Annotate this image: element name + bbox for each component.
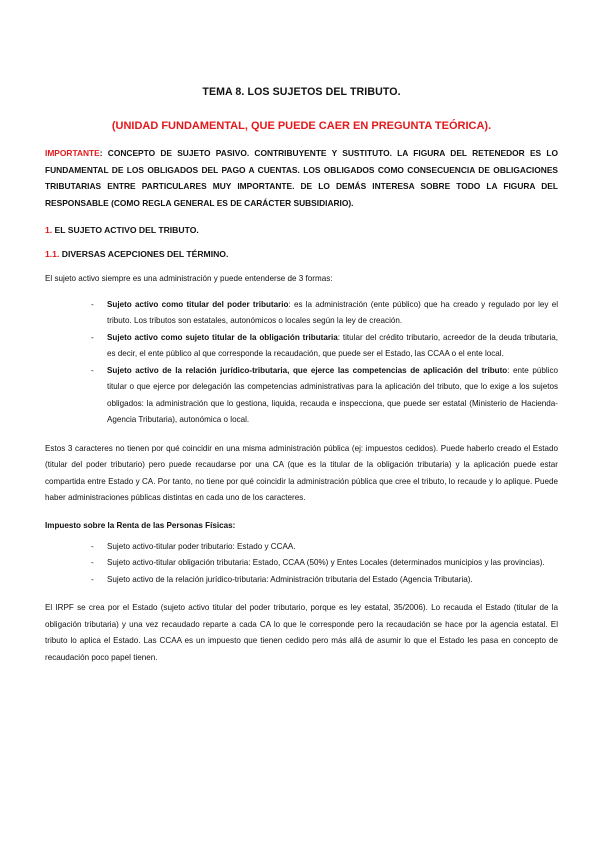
irpf-list <box>45 539 558 589</box>
item-text: : es la administración (ente público) que ha creado y regulado por ley el tributo. Los tributos son estatales, autonómicos o locales según la ley de creación. <box>107 299 558 325</box>
section-title: EL SUJETO ACTIVO DEL TRIBUTO. <box>52 225 199 235</box>
list-item <box>107 297 558 330</box>
subsection-number: 1.1. <box>45 249 60 259</box>
section-heading-1 <box>45 225 558 235</box>
page-title: TEMA 8. LOS SUJETOS DEL TRIBUTO. <box>202 86 401 98</box>
paragraph-characters: Estos 3 caracteres no tienen por qué coincidir en una misma administración pública (ej: impuestos cedidos). Puede haberlo creado el Estado (titular del poder tributario) pero puede recaudarse por una CA (que es la titular de la obligación tributaria) y la aplicación puede estar compartida entre Estado y CA. Por tanto, no tiene por qué coincidir la administración pública que cree el tributo, lo recaude y lo aplique. Puede haber administraciones públicas distintas en cada uno de los caracteres. <box>45 443 558 502</box>
section-number: 1. <box>45 225 53 235</box>
irpf-heading: Impuesto sobre la Renta de las Personas Físicas: <box>45 520 236 530</box>
item-text: : titular del crédito tributario, acreedor de la deuda tributaria, es decir, el ente público al que corresponde la recaudación, que puede ser el Estado, las CCAA o el ente local. <box>107 332 558 358</box>
paragraph-irpf: El IRPF se crea por el Estado (sujeto activo titular del poder tributario, porque es ley estatal, 35/2006). Lo recauda el Estado (titular de la obligación tributaria) y una vez recaudado reparte a cada CA lo que le corresponde pero la recaudación se hace por la agencia estatal. El tributo lo aplica el Estado. Las CCAA es un impuesto que tienen cedido pero más allá de asumir lo que el Estado les pasa en concepto de recaudación poco papel tienen. <box>45 603 558 662</box>
list-item: - Sujeto activo de la relación jurídico-tributaria: Administración tributaria del Estado (Agencia Tributaria). <box>107 572 558 589</box>
page-subtitle: (UNIDAD FUNDAMENTAL, QUE PUEDE CAER EN PREGUNTA TEÓRICA). <box>111 120 492 132</box>
item-text: : ente público titular o que ejerce por delegación las competencias administrativas para la aplicación del tributo, que lo exige a los sujetos obligados: la administración que lo gestiona, liquida, recauda e inspecciona, que puede ser estatal (Ministerio de Hacienda-Agencia Tributaria), autonómica o local. <box>107 365 558 424</box>
list-item: - Sujeto activo-titular obligación tributaria: Estado, CCAA (50%) y Entes Locales (determinados municipios y las provincias). <box>107 555 558 572</box>
section-heading-1-1 <box>45 249 558 259</box>
important-text: : CONCEPTO DE SUJETO PASIVO. CONTRIBUYENTE Y SUSTITUTO. LA FIGURA DEL RETENEDOR ES LO FUNDAMENTAL DE LOS OBLIGADOS DEL PAGO A CUENTAS. LOS OBLIGADOS COMO CONSECUENCIA DE OBLIGACIONES TRIBUTARIAS ENTRE PARTICULARES MUY IMPORTANTE. DE LO DEMÁS INTERESA SOBRE TODO LA FIGURA DEL RESPONSABLE (COMO REGLA GENERAL ES DE CARÁCTER SUBSIDIARIO). <box>45 148 558 208</box>
list-item <box>107 330 558 363</box>
item-label: Sujeto activo de la relación jurídico-tributaria, que ejerce las competencias de aplicación del tributo <box>107 365 508 375</box>
forms-list <box>45 297 558 429</box>
important-label: IMPORTANTE <box>45 148 100 158</box>
important-note <box>45 145 558 211</box>
intro-paragraph: El sujeto activo siempre es una administración y puede entenderse de 3 formas: <box>45 274 333 283</box>
item-label: Sujeto activo como sujeto titular de la obligación tributaria <box>107 332 338 342</box>
subsection-title: DIVERSAS ACEPCIONES DEL TÉRMINO. <box>59 249 229 259</box>
list-item <box>107 363 558 429</box>
document-page <box>45 86 558 666</box>
list-item: - Sujeto activo-titular poder tributario: Estado y CCAA. <box>107 539 558 556</box>
item-label: Sujeto activo como titular del poder tributario <box>107 299 289 309</box>
